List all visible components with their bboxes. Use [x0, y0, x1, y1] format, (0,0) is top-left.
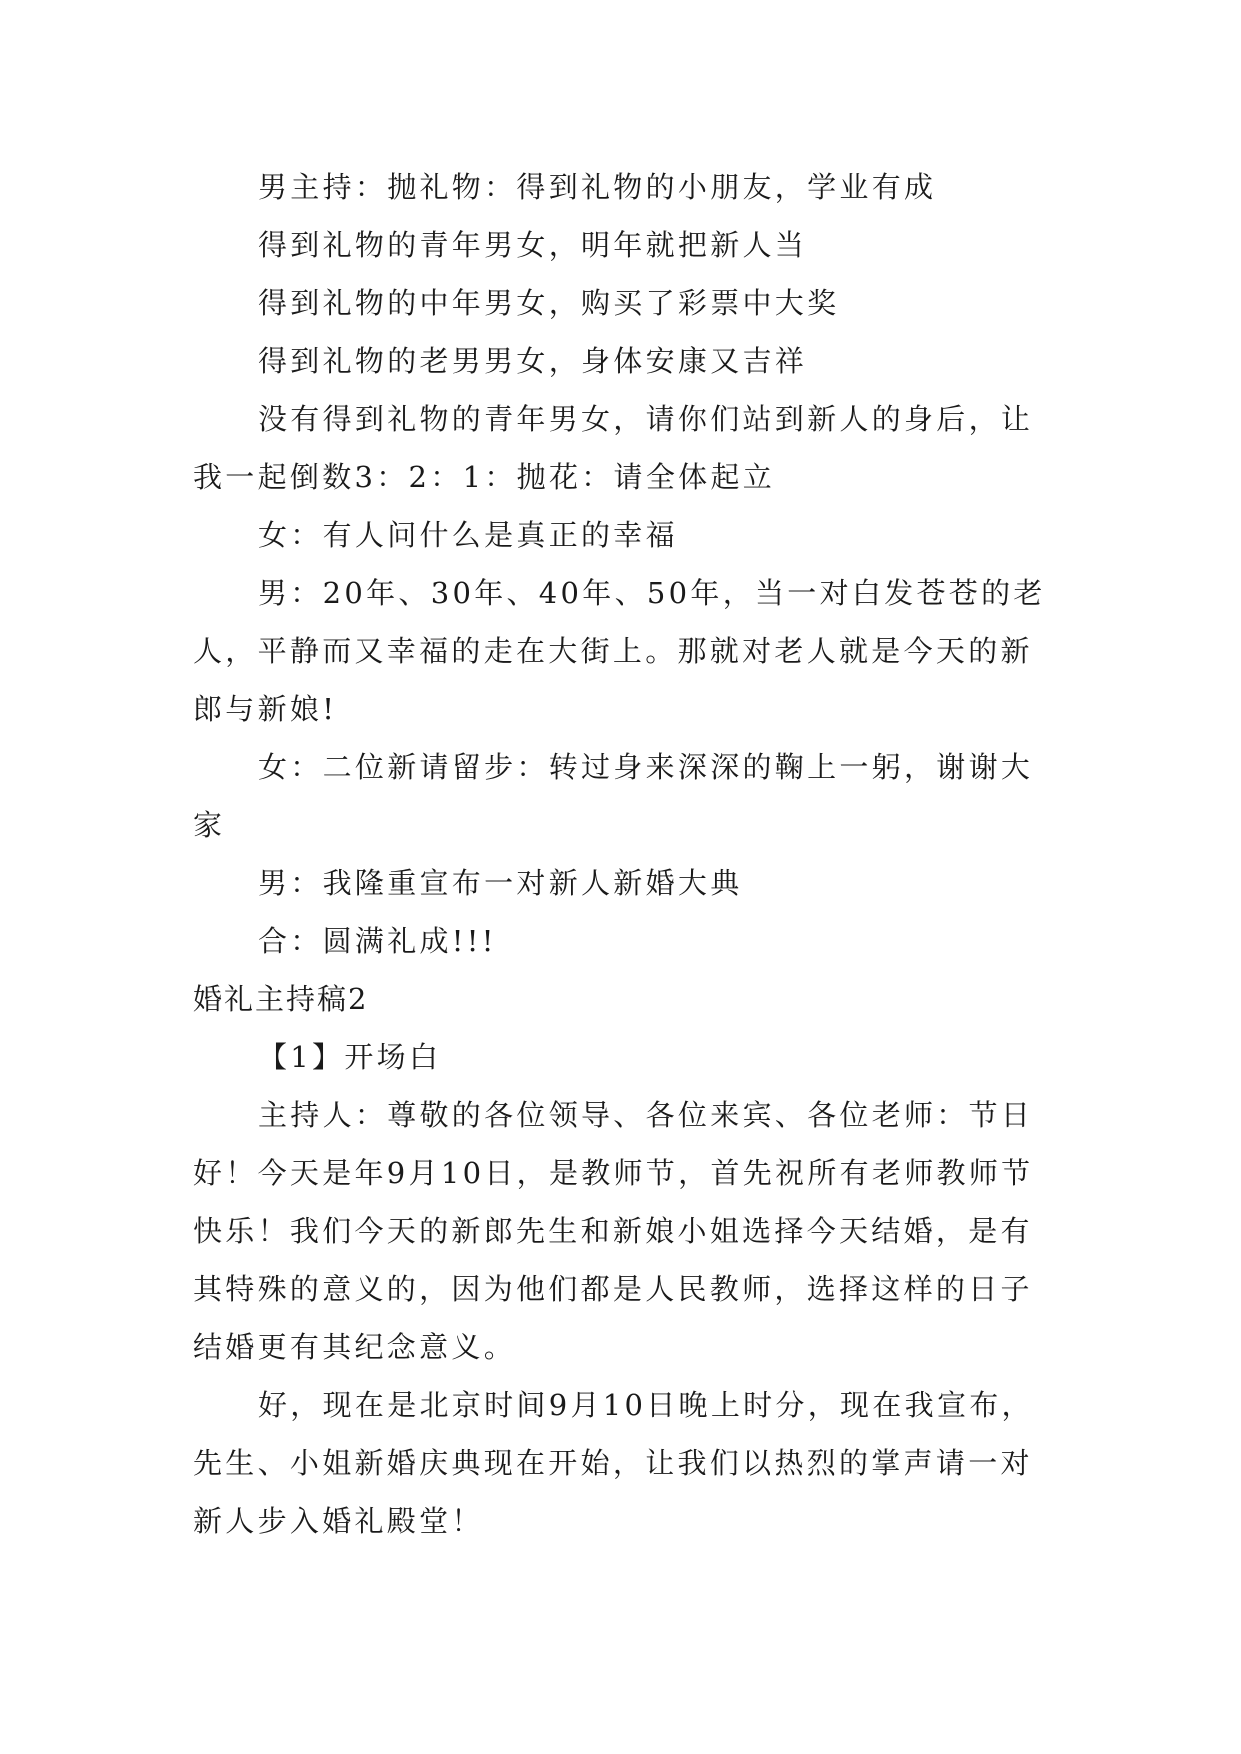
- section-heading: 婚礼主持稿2: [193, 982, 369, 1016]
- paragraph-female-bow: 女：二位新请留步：转过身来深深的鞠上一躬，谢谢大家: [193, 750, 1034, 842]
- paragraph-ceremony-start: 好，现在是北京时间9月10日晚上时分，现在我宣布，先生、小姐新婚庆典现在开始，让我们以热烈的掌声请一对新人步入婚礼殿堂！: [193, 1388, 1034, 1538]
- paragraph-male-host-gift: 男主持：抛礼物：得到礼物的小朋友，学业有成: [258, 170, 937, 204]
- paragraph-male-announce: 男：我隆重宣布一对新人新婚大典: [258, 866, 743, 900]
- subsection-opening: 【1】开场白: [258, 1040, 442, 1074]
- paragraph-countdown: 没有得到礼物的青年男女，请你们站到新人的身后，让我一起倒数3：2：1：抛花：请全体起立: [193, 402, 1034, 494]
- paragraph-host-greeting: 主持人：尊敬的各位领导、各位来宾、各位老师：节日好！今天是年9月10日，是教师节，首先祝所有老师教师节快乐！我们今天的新郎先生和新娘小姐选择今天结婚，是有其特殊的意义的，因为他们都是人民教师，选择这样的日子结婚更有其纪念意义。: [193, 1098, 1034, 1364]
- paragraph-gift-middle-aged: 得到礼物的中年男女，购买了彩票中大奖: [258, 286, 840, 320]
- paragraph-male-elderly-couple: 男：20年、30年、40年、50年，当一对白发苍苍的老人，平静而又幸福的走在大街上。那就对老人就是今天的新郎与新娘!: [193, 576, 1046, 726]
- paragraph-gift-elderly: 得到礼物的老男男女，身体安康又吉祥: [258, 344, 808, 378]
- paragraph-female-happiness: 女：有人问什么是真正的幸福: [258, 518, 678, 552]
- paragraph-gift-young: 得到礼物的青年男女，明年就把新人当: [258, 228, 808, 262]
- paragraph-together-complete: 合：圆满礼成!!!: [258, 924, 497, 958]
- document-body: [193, 158, 1053, 1550]
